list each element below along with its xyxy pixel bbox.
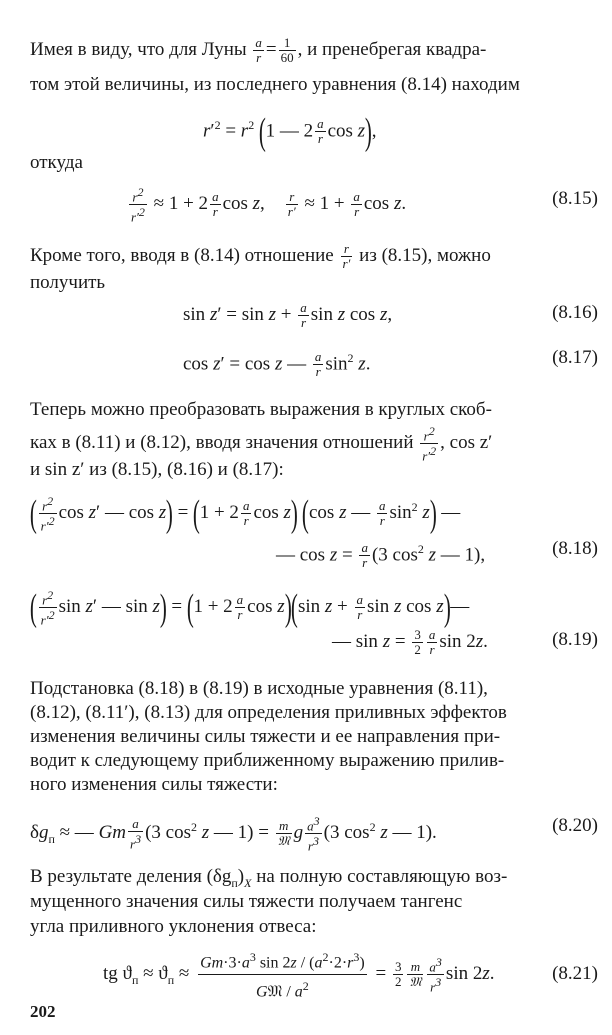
equation-number-8-21: (8.21) — [552, 963, 598, 984]
paragraph-4-line-1: Подстановка (8.18) в (8.19) в исходные уравнения (8.11), — [30, 678, 488, 699]
equation-8-19-line-1: ( $\frac{r2}{r'2}$ sin z′ — sin z) = (1 + 2 $\frac{a}{r}$ cos z)(sin z + $\frac{a}{r}$ sin z cos z)— — [29, 586, 470, 629]
paragraph-1-line-1: Имея в виду, что для Луны $\frac{a}{r}$ = $\frac{1}{60}$ , и пренебрегая квадра- — [30, 35, 487, 65]
paragraph-1-line-2: том этой величины, из последнего уравнения (8.14) находим — [30, 74, 520, 95]
equation-8-21: tg $ϑ_п \approx ϑ_п$ ≈ $\frac{Gm\cdot 3\cdot a^3 \sin 2z / (a^2\cdot 2\cdot r^3)}{G𝔐 / a^2}$ = $\frac{3}{2}$ $\frac{m}{\text{𝔐}}$ $\frac{a3}{r3}$ sin 2z. — [103, 944, 495, 1010]
paragraph-4-line-4: водит к следующему приближенному выражению прилив- — [30, 750, 505, 771]
page-number: 202 — [30, 1002, 56, 1021]
paragraph-4-line-2: (8.12), (8.11′), (8.13) для определения приливных эффектов — [30, 702, 507, 723]
equation-8-15: $\frac{r2}{r'2}$ ≈ 1 + 2 $\frac{a}{r}$ cos z, $\frac{r}{r'}$ ≈ 1 + $\frac{a}{r}$ cos z. — [131, 185, 407, 225]
paragraph-5-line-2: мущенного значения силы тяжести получаем тангенс — [30, 891, 463, 912]
equation-8-17: cos z′ = cos z — $\frac{a}{r}$ $\sin^2 z$. — [183, 349, 371, 380]
fraction-a-over-r: $\frac{a}{r}$ — [255, 35, 262, 65]
fraction-one-sixtieth: $\frac{1}{60}$ — [280, 35, 294, 65]
equation-number-8-17: (8.17) — [552, 347, 598, 368]
text-run: , и пренебрегая квадра- — [297, 38, 487, 60]
paragraph-4-line-3: изменения величины силы тяжести и ее направления при- — [30, 726, 501, 747]
paragraph-5-line-1: В результате деления $(\delta g_п)_X$ на полную составляющую воз- — [30, 866, 508, 890]
text-run: Имея в виду, что для Луны — [30, 38, 247, 60]
paragraph-4-line-5: ного изменения силы тяжести: — [30, 774, 278, 795]
equation-8-16: sin z′ = sin z + $\frac{a}{r}$ sin z cos z, — [183, 300, 393, 330]
equation-number-8-20: (8.20) — [552, 815, 598, 836]
equation-8-18-line-1: ( $\frac{r2}{r'2}$ cos z′ — cos z) = (1 + 2 $\frac{a}{r}$ cos z) (cos z — $\frac{a}{r}$ $\sin^2 z$) — — [29, 492, 461, 535]
equation-number-8-15: (8.15) — [552, 188, 598, 209]
equation-8-19-line-2: — sin z = $\frac{3}{2}$ $\frac{a}{r}$ sin 2z. — [332, 627, 488, 657]
equation-8-18-line-2: — cos z = $\frac{a}{r}$ (3 $\cos^2 z$ — 1), — [276, 540, 486, 571]
equation-number-8-19: (8.19) — [552, 629, 598, 650]
paragraph-5-line-3: угла приливного уклонения отвеса: — [30, 916, 317, 937]
equation-number-8-18: (8.18) — [552, 538, 598, 559]
equation-r-prime-squared: $r'^2 = r^2$ (1 — 2 $\frac{a}{r}$ cos z), — [203, 110, 377, 153]
equation-8-20: $\delta g_п$ ≈ — Gm $\frac{a}{r3}$ (3 $\cos^2 z$ — 1) = $\frac{m}{\text{𝔐}}$ g $\frac{a3}{r3}$ (3 $\cos^2 z$ — 1). — [30, 814, 437, 854]
paragraph-2-line-1: Кроме того, вводя в (8.14) отношение $\frac{r}{r'}$ из (8.15), можно — [30, 241, 491, 271]
paragraph-2-line-2: получить — [30, 272, 106, 293]
equation-number-8-16: (8.16) — [552, 302, 598, 323]
paragraph-3-line-3: и sin z′ из (8.15), (8.16) и (8.17): — [30, 459, 284, 480]
paragraph-3-line-2: ках в (8.11) и (8.12), вводя значения отношений $\frac{r2}{r'2}$ , cos z′ — [30, 424, 493, 464]
paragraph-otkuda: откуда — [30, 152, 83, 173]
paragraph-3-line-1: Теперь можно преобразовать выражения в круглых скоб- — [30, 399, 492, 420]
